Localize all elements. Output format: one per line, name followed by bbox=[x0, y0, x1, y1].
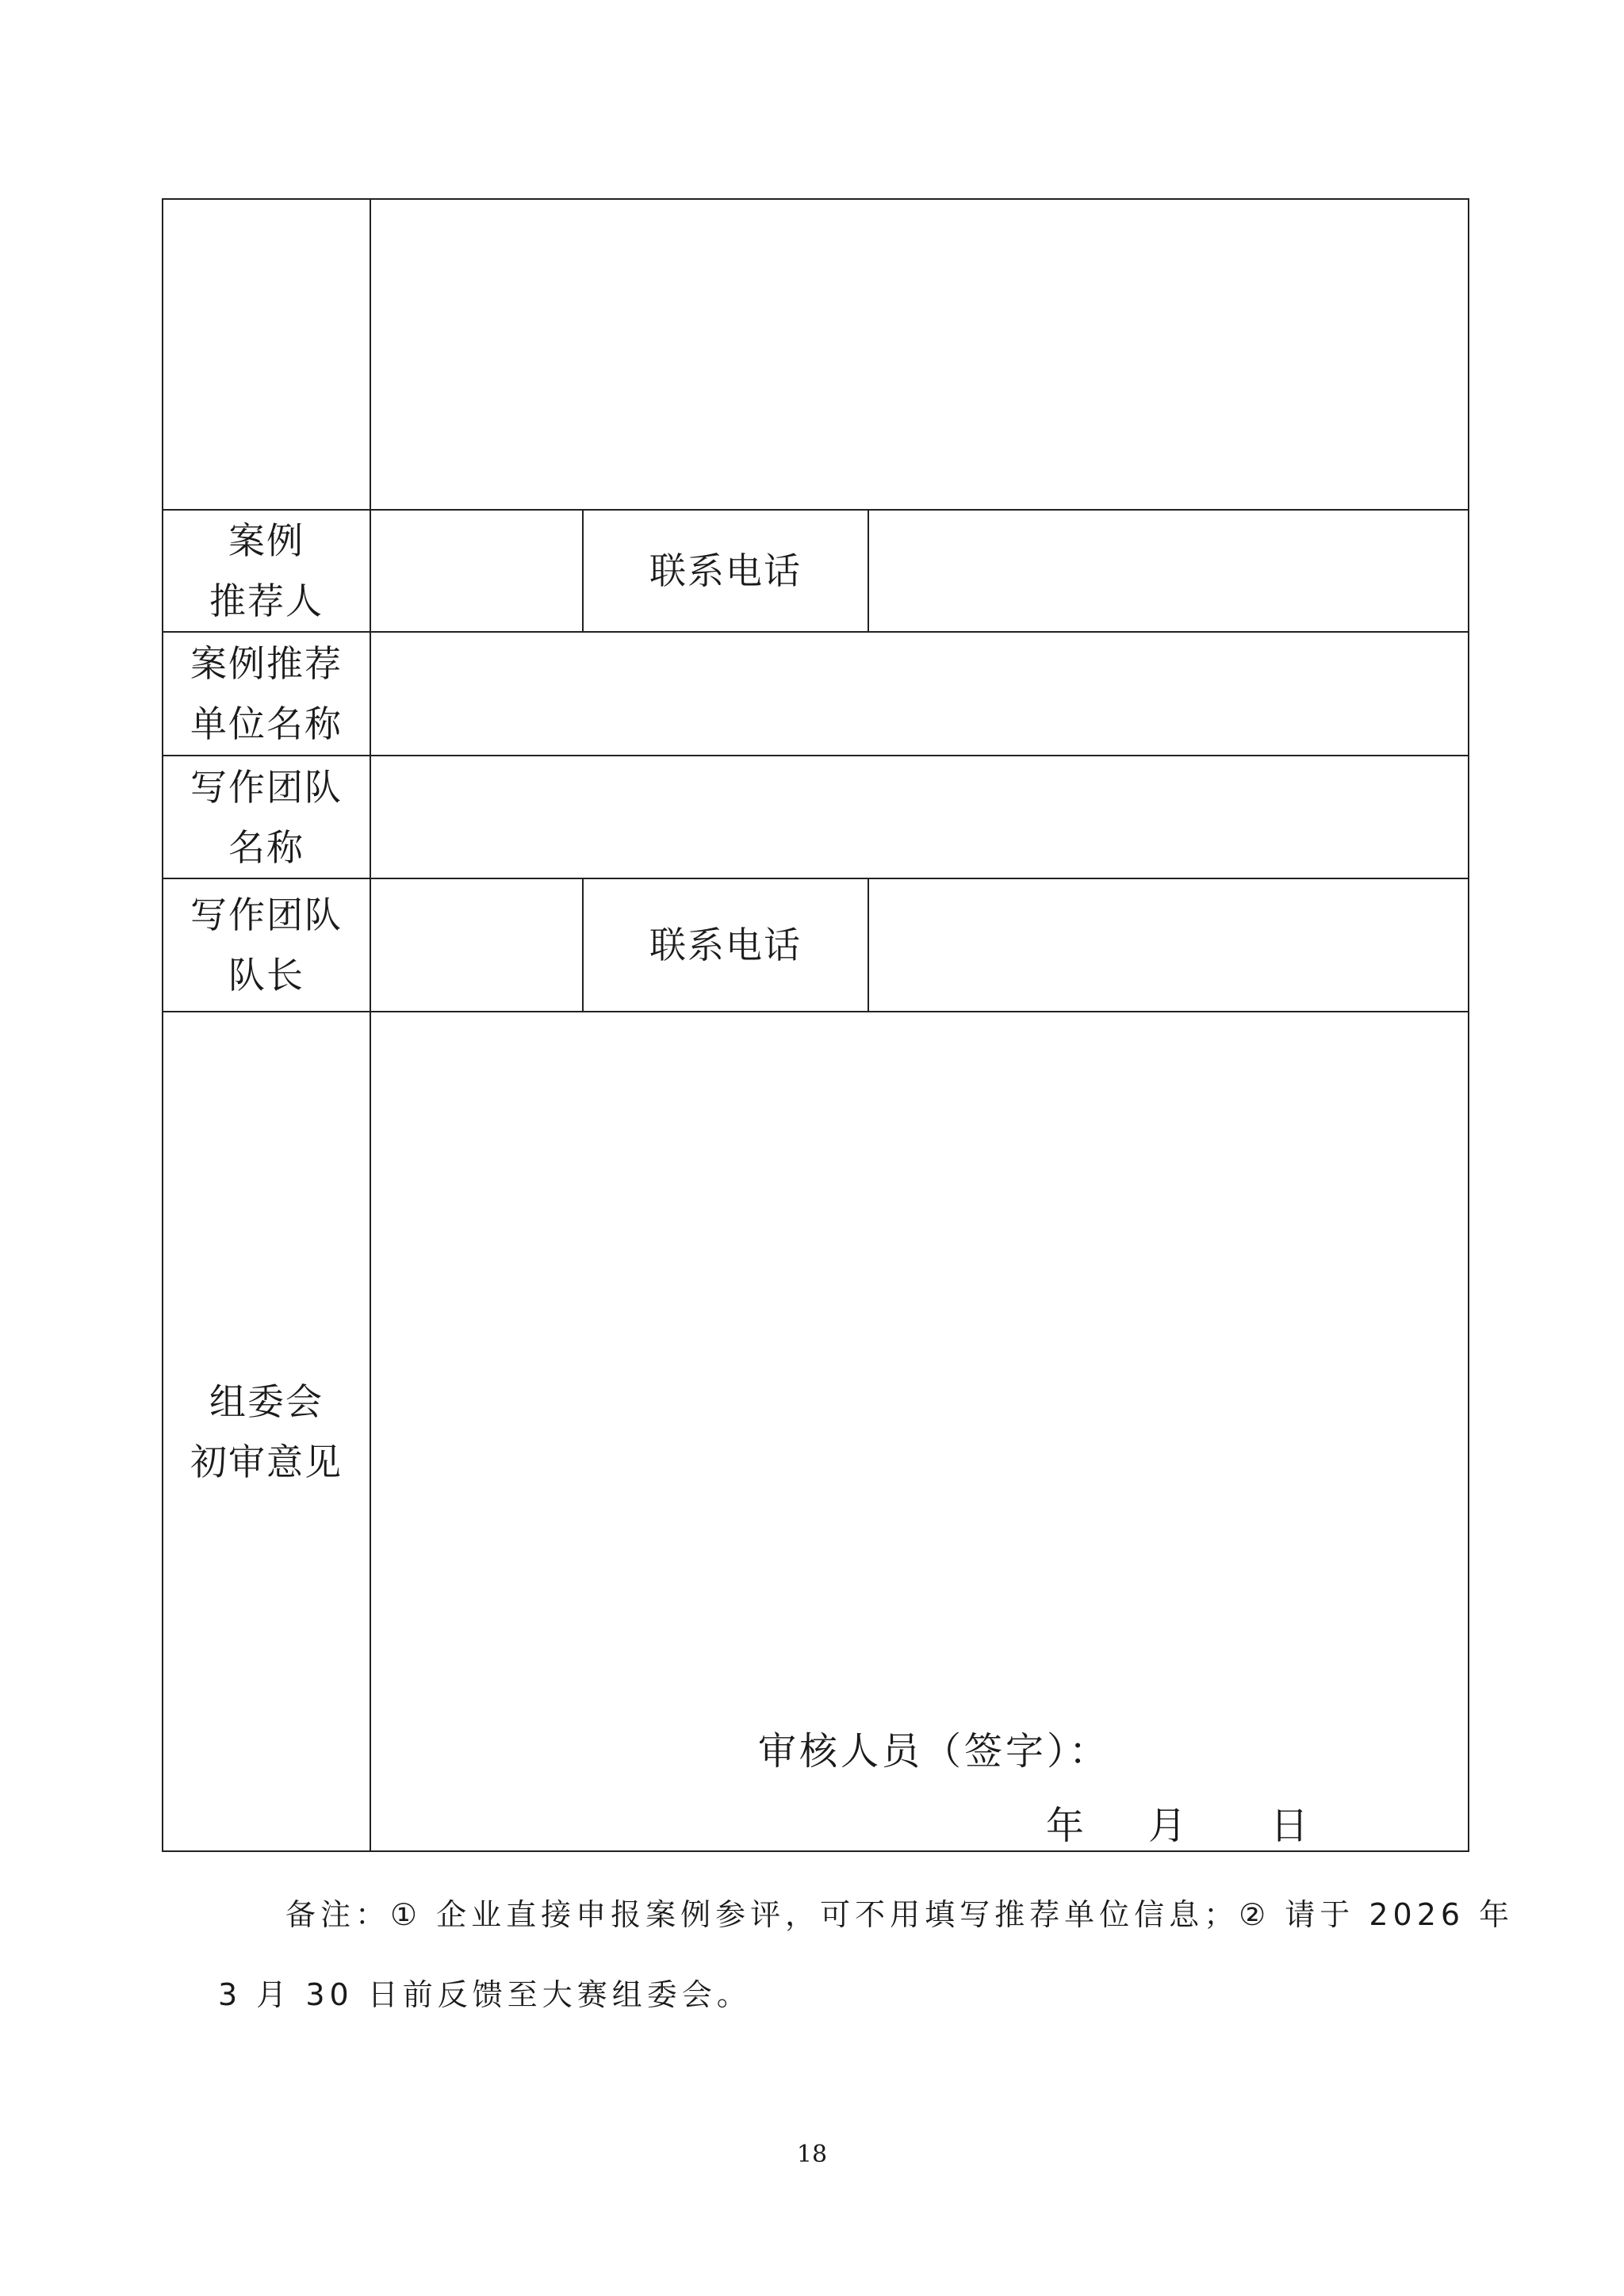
note-line-1: 备注：① 企业直接申报案例参评，可不用填写推荐单位信息；② 请于 2026 年 bbox=[285, 1897, 1515, 1932]
reviewer-signature-label: 审核人员（签字）： bbox=[758, 1729, 1111, 1774]
team-name-label-line2: 名称 bbox=[228, 825, 304, 869]
team-name-field[interactable] bbox=[371, 756, 1468, 878]
date-year-label: 年 bbox=[1046, 1804, 1085, 1848]
note-line-2: 3 月 30 日前反馈至大赛组委会。 bbox=[218, 1977, 752, 2012]
page-number: 18 bbox=[796, 2141, 828, 2168]
top-blank-content-field[interactable] bbox=[371, 200, 1468, 509]
team-name-label bbox=[163, 756, 371, 878]
team-leader-label bbox=[163, 879, 371, 1011]
unit-name-field[interactable] bbox=[371, 633, 1468, 755]
unit-name-label bbox=[163, 633, 371, 755]
review-label-line1: 组委会 bbox=[209, 1380, 324, 1423]
contact-phone-label-1 bbox=[584, 511, 869, 631]
top-blank-label-cell bbox=[163, 200, 371, 509]
recommender-field[interactable] bbox=[371, 511, 584, 631]
review-label-line2: 初审意见 bbox=[190, 1440, 343, 1483]
application-form-table bbox=[162, 198, 1469, 1852]
recommender-label bbox=[163, 511, 371, 631]
unit-name-label-line1: 案例推荐 bbox=[190, 642, 343, 685]
date-month-label: 月 bbox=[1148, 1804, 1187, 1848]
team-name-label-line1: 写作团队 bbox=[190, 765, 343, 809]
review-opinion-field[interactable] bbox=[371, 1012, 1468, 1850]
contact-phone-label-2 bbox=[584, 879, 869, 1011]
form-row-top-blank bbox=[163, 200, 1468, 511]
team-leader-field[interactable] bbox=[371, 879, 584, 1011]
recommender-label-line1: 案例 bbox=[228, 519, 304, 562]
date-day-label: 日 bbox=[1270, 1804, 1309, 1848]
contact-phone-field-1[interactable] bbox=[869, 511, 1468, 631]
recommender-label-line2: 推荐人 bbox=[209, 580, 324, 622]
form-row-team-leader bbox=[163, 879, 1468, 1012]
form-row-recommender bbox=[163, 511, 1468, 633]
review-label bbox=[163, 1012, 371, 1850]
team-leader-label-line1: 写作团队 bbox=[190, 894, 343, 936]
team-leader-label-line2: 队长 bbox=[228, 954, 304, 997]
contact-phone-label-2-text: 联系电话 bbox=[649, 924, 802, 966]
unit-name-label-line2: 单位名称 bbox=[190, 702, 343, 745]
form-row-unit-name bbox=[163, 633, 1468, 756]
form-row-team-name bbox=[163, 756, 1468, 879]
form-row-review bbox=[163, 1012, 1468, 1850]
contact-phone-field-2[interactable] bbox=[869, 879, 1468, 1011]
contact-phone-label-1-text: 联系电话 bbox=[649, 549, 802, 592]
